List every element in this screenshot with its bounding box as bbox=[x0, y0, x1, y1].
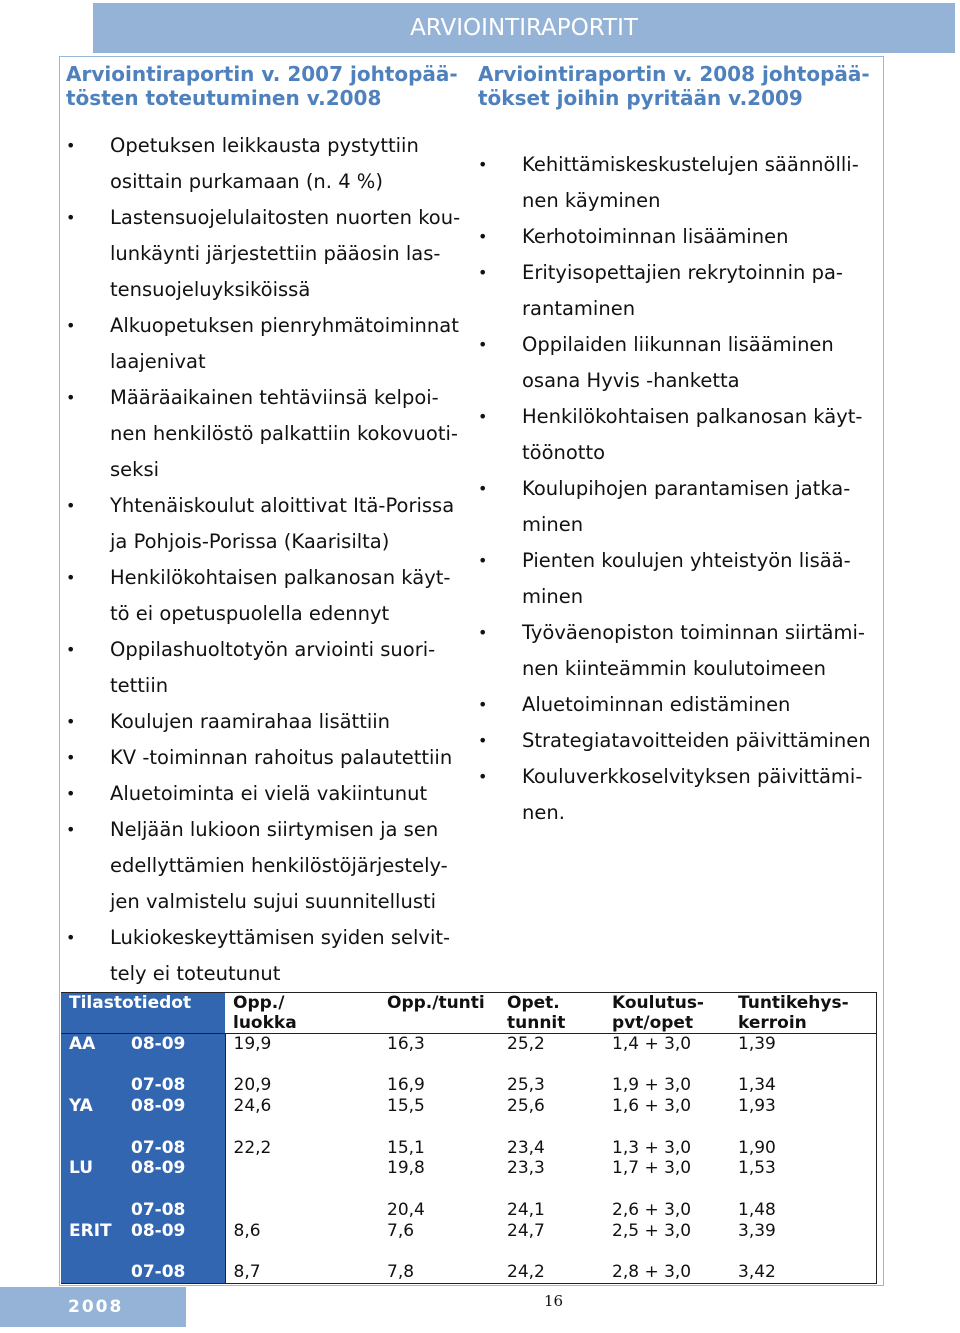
list-item-line: • Oppilaiden liikunnan lisääminen bbox=[522, 333, 834, 356]
list-item-line: töönotto bbox=[522, 441, 606, 464]
table-row bbox=[61, 1096, 876, 1117]
table-spacer-cell bbox=[499, 1055, 604, 1076]
row-year: 07-08 bbox=[131, 1075, 186, 1096]
table-cell: 1,7 + 3,0 bbox=[612, 1158, 692, 1179]
table-cell: 8,7 bbox=[225, 1262, 379, 1283]
list-item-line: tely ei toteutunut bbox=[110, 962, 281, 985]
list-item-line: nen. bbox=[522, 801, 565, 824]
list-item-line: tensuojeluyksiköissä bbox=[110, 278, 311, 301]
table-header-line: Opp./ bbox=[233, 993, 285, 1013]
table-spacer-cell bbox=[499, 1117, 604, 1138]
list-item-line: • Kehittämiskeskustelujen säännölli- bbox=[522, 153, 859, 176]
row-label-spacer bbox=[61, 1055, 225, 1076]
list-item-line: jen valmistelu sujui suunnitellusti bbox=[110, 890, 437, 913]
table-cell: 1,34 bbox=[730, 1075, 876, 1096]
list-item-line: laajenivat bbox=[110, 350, 206, 373]
table-cell: 2,8 + 3,0 bbox=[604, 1262, 730, 1283]
table-cell: 2,6 + 3,0 bbox=[612, 1199, 692, 1220]
table-row bbox=[61, 1158, 876, 1179]
table-spacer-cell bbox=[225, 1179, 379, 1200]
row-year: 08-09 bbox=[131, 1096, 186, 1117]
row-year: 07-08 bbox=[131, 1262, 186, 1283]
list-item bbox=[62, 632, 472, 704]
row-label-spacer bbox=[61, 1117, 225, 1138]
list-item bbox=[474, 543, 884, 615]
table-header-line: Opp./tunti bbox=[387, 993, 485, 1013]
list-item-line: • Työväenopiston toiminnan siirtämi- bbox=[522, 621, 865, 644]
table-header-line: Tuntikehys- bbox=[738, 993, 849, 1013]
table-cell: 1,48 bbox=[730, 1200, 876, 1221]
table-header-line: pvt/opet bbox=[612, 1013, 694, 1033]
list-item-line: • Henkilökohtaisen palkanosan käyt- bbox=[110, 566, 451, 589]
table-cell: 23,3 bbox=[507, 1158, 545, 1179]
row-group: YA bbox=[69, 1096, 93, 1117]
list-item bbox=[62, 560, 472, 632]
table-spacer-cell bbox=[730, 1055, 876, 1076]
list-item-line: ja Pohjois-Porissa (Kaarisilta) bbox=[110, 530, 390, 553]
table-spacer-cell bbox=[379, 1117, 499, 1138]
list-item-line: osana Hyvis -hanketta bbox=[522, 369, 740, 392]
list-item-line: • Aluetoiminta ei vielä vakiintunut bbox=[110, 782, 428, 805]
table-cell: 20,9 bbox=[233, 1075, 272, 1096]
row-year: 08-09 bbox=[131, 1220, 186, 1241]
table-cell: 15,5 bbox=[387, 1096, 425, 1117]
list-item-line: • Koulujen raamirahaa lisättiin bbox=[110, 710, 391, 733]
list-item bbox=[62, 812, 472, 920]
table-header-line: Opet. bbox=[507, 993, 560, 1013]
table-spacer-cell bbox=[225, 1055, 379, 1076]
table-spacer-cell bbox=[730, 1179, 876, 1200]
list-item-line: • Henkilökohtaisen palkanosan käyt- bbox=[522, 405, 863, 428]
list-item bbox=[62, 920, 472, 992]
table-header-line: kerroin bbox=[738, 1013, 807, 1033]
table-spacer-cell bbox=[379, 1179, 499, 1200]
list-item bbox=[474, 255, 884, 327]
table-spacer-cell bbox=[604, 1117, 730, 1138]
list-item-line: nen käyminen bbox=[522, 189, 661, 212]
table-header-cell bbox=[61, 993, 225, 1034]
right-bullet-list bbox=[474, 147, 884, 831]
table-cell: 1,90 bbox=[730, 1138, 876, 1159]
list-item bbox=[62, 776, 472, 812]
table-cell: 1,6 + 3,0 bbox=[612, 1096, 692, 1117]
list-item-line: nen kiinteämmin koulutoimeen bbox=[522, 657, 826, 680]
table-cell: 1,3 + 3,0 bbox=[612, 1137, 692, 1158]
list-item-line: • Erityisopettajien rekrytoinnin pa- bbox=[522, 261, 843, 284]
table-spacer-cell bbox=[730, 1117, 876, 1138]
row-year: 07-08 bbox=[131, 1199, 186, 1220]
list-item-line: • KV -toiminnan rahoitus palautettiin bbox=[110, 746, 453, 769]
table-header-line: luokka bbox=[233, 1013, 297, 1033]
list-item bbox=[474, 327, 884, 399]
table-cell: 25,3 bbox=[507, 1075, 545, 1096]
table-cell: 1,93 bbox=[730, 1096, 876, 1117]
report-header-bar bbox=[93, 3, 955, 53]
table-cell: 24,2 bbox=[499, 1262, 604, 1283]
table-cell: 19,9 bbox=[233, 1034, 272, 1054]
list-item bbox=[474, 219, 884, 255]
list-item-line: • Yhtenäiskoulut aloittivat Itä-Porissa bbox=[110, 494, 455, 517]
statistics-table bbox=[61, 992, 877, 1284]
row-label-spacer bbox=[61, 1241, 225, 1262]
table-spacer-cell bbox=[604, 1241, 730, 1262]
table-cell: 16,3 bbox=[387, 1034, 425, 1054]
table-header-cell bbox=[730, 993, 876, 1034]
right-heading-line: tökset joihin pyritään v.2009 bbox=[478, 86, 803, 110]
table-cell: 22,2 bbox=[233, 1137, 272, 1158]
list-item bbox=[62, 740, 472, 776]
list-item bbox=[474, 687, 884, 723]
left-heading-line: tösten toteutuminen v.2008 bbox=[66, 86, 382, 110]
list-item bbox=[474, 147, 884, 219]
table-cell: 24,6 bbox=[233, 1096, 272, 1117]
table-cell: 7,6 bbox=[387, 1220, 415, 1241]
list-item-line: tö ei opetuspuolella edennyt bbox=[110, 602, 390, 625]
table-cell bbox=[225, 1158, 379, 1179]
table-spacer-cell bbox=[730, 1241, 876, 1262]
list-item-line: • Neljään lukioon siirtymisen ja sen bbox=[110, 818, 439, 841]
table-cell: 16,9 bbox=[387, 1075, 425, 1096]
table-row bbox=[61, 1262, 876, 1283]
left-heading-line: Arviointiraportin v. 2007 johtopää- bbox=[66, 62, 458, 86]
table-header-cell bbox=[379, 993, 499, 1034]
left-column-heading bbox=[66, 62, 458, 110]
footer-year-bar bbox=[0, 1287, 186, 1327]
table-spacer-row bbox=[61, 1241, 876, 1262]
table-header-cell bbox=[604, 993, 730, 1034]
table-cell: 15,1 bbox=[387, 1137, 425, 1158]
table-row bbox=[61, 1221, 876, 1242]
table-spacer-row bbox=[61, 1117, 876, 1138]
row-year: 08-09 bbox=[131, 1158, 186, 1179]
footer-year: 2008 bbox=[68, 1297, 124, 1317]
list-item-line: • Oppilashuoltotyön arviointi suori- bbox=[110, 638, 436, 661]
row-group: LU bbox=[69, 1158, 94, 1179]
table-cell: 1,53 bbox=[730, 1158, 876, 1179]
list-item-line: tettiin bbox=[110, 674, 169, 697]
row-label bbox=[61, 1096, 225, 1117]
row-label bbox=[61, 1075, 225, 1096]
list-item-line: • Strategiatavoitteiden päivittäminen bbox=[522, 729, 871, 752]
table-row bbox=[61, 1138, 876, 1159]
table-spacer-cell bbox=[499, 1179, 604, 1200]
right-heading-line: Arviointiraportin v. 2008 johtopää- bbox=[478, 62, 870, 86]
row-label bbox=[61, 1138, 225, 1159]
table-cell: 24,7 bbox=[507, 1220, 545, 1241]
table-cell: 3,42 bbox=[730, 1262, 876, 1283]
row-label-spacer bbox=[61, 1179, 225, 1200]
report-header-title: ARVIOINTIRAPORTIT bbox=[410, 15, 638, 41]
list-item bbox=[62, 704, 472, 740]
list-item-line: edellyttämien henkilöstöjärjestely- bbox=[110, 854, 448, 877]
table-cell: 1,39 bbox=[730, 1034, 876, 1055]
list-item bbox=[474, 615, 884, 687]
list-item-line: • Pienten koulujen yhteistyön lisää- bbox=[522, 549, 851, 572]
row-label bbox=[61, 1158, 225, 1179]
right-column-heading bbox=[478, 62, 870, 110]
table-cell: 19,8 bbox=[387, 1158, 425, 1179]
table-spacer-row bbox=[61, 1179, 876, 1200]
list-item bbox=[474, 759, 884, 831]
list-item-line: • Lukiokeskeyttämisen syiden selvit- bbox=[110, 926, 451, 949]
list-item bbox=[474, 399, 884, 471]
row-label bbox=[61, 1221, 225, 1242]
page-number: 16 bbox=[544, 1292, 564, 1310]
list-item bbox=[62, 308, 472, 380]
table-cell: 25,6 bbox=[507, 1096, 545, 1117]
list-item bbox=[474, 723, 884, 759]
table-cell: 7,8 bbox=[379, 1262, 499, 1283]
table-spacer-cell bbox=[225, 1117, 379, 1138]
list-item-line: osittain purkamaan (n. 4 %) bbox=[110, 170, 383, 193]
list-item bbox=[62, 200, 472, 308]
row-label bbox=[61, 1034, 225, 1055]
table-cell: 1,9 + 3,0 bbox=[612, 1075, 692, 1096]
table-cell: 8,6 bbox=[233, 1220, 261, 1241]
table-header-cell bbox=[225, 993, 379, 1034]
table-header-cell bbox=[499, 993, 604, 1034]
row-year: 08-09 bbox=[131, 1034, 186, 1054]
table-spacer-cell bbox=[604, 1179, 730, 1200]
row-label bbox=[61, 1262, 225, 1283]
table-cell: 25,2 bbox=[507, 1034, 545, 1054]
list-item-line: nen henkilöstö palkattiin kokovuoti- bbox=[110, 422, 458, 445]
table-spacer-cell bbox=[499, 1241, 604, 1262]
table-spacer-cell bbox=[379, 1055, 499, 1076]
table-cell: 1,4 + 3,0 bbox=[612, 1034, 692, 1054]
list-item-line: • Alkuopetuksen pienryhmätoiminnat bbox=[110, 314, 459, 337]
list-item-line: rantaminen bbox=[522, 297, 636, 320]
list-item-line: • Koulupihojen parantamisen jatka- bbox=[522, 477, 851, 500]
list-item bbox=[62, 488, 472, 560]
list-item bbox=[474, 471, 884, 543]
list-item-line: • Opetuksen leikkausta pystyttiin bbox=[110, 134, 419, 157]
table-header-line: tunnit bbox=[507, 1013, 566, 1033]
row-label bbox=[61, 1200, 225, 1221]
row-group: AA bbox=[69, 1034, 96, 1054]
table-row bbox=[61, 1034, 876, 1055]
table-header-row bbox=[61, 993, 876, 1034]
table-cell: 3,39 bbox=[730, 1221, 876, 1242]
table-spacer-cell bbox=[604, 1055, 730, 1076]
list-item-line: • Määräaikainen tehtäviinsä kelpoi- bbox=[110, 386, 439, 409]
table-cell bbox=[225, 1200, 379, 1221]
table-cell: 24,1 bbox=[507, 1199, 545, 1220]
table-cell: 2,5 + 3,0 bbox=[612, 1220, 692, 1241]
table-spacer-row bbox=[61, 1055, 876, 1076]
list-item-line: minen bbox=[522, 513, 584, 536]
table-header-line: Koulutus- bbox=[612, 993, 704, 1013]
list-item-line: lunkäynti järjestettiin pääosin las- bbox=[110, 242, 441, 265]
table-spacer-cell bbox=[225, 1241, 379, 1262]
list-item-line: • Lastensuojelulaitosten nuorten kou- bbox=[110, 206, 461, 229]
list-item-line: seksi bbox=[110, 458, 160, 481]
table-cell: 20,4 bbox=[387, 1199, 425, 1220]
list-item-line: • Kouluverkkoselvityksen päivittämi- bbox=[522, 765, 863, 788]
row-year: 07-08 bbox=[131, 1137, 186, 1158]
list-item-line: • Kerhotoiminnan lisääminen bbox=[522, 225, 789, 248]
row-group: ERIT bbox=[69, 1220, 112, 1241]
table-spacer-cell bbox=[379, 1241, 499, 1262]
list-item-line: • Aluetoiminnan edistäminen bbox=[522, 693, 791, 716]
list-item bbox=[62, 380, 472, 488]
table-row bbox=[61, 1075, 876, 1096]
table-cell: 23,4 bbox=[507, 1137, 545, 1158]
list-item bbox=[62, 128, 472, 200]
table-header-line: Tilastotiedot bbox=[69, 993, 192, 1013]
table-row bbox=[61, 1200, 876, 1221]
left-bullet-list bbox=[62, 128, 472, 992]
list-item-line: minen bbox=[522, 585, 584, 608]
